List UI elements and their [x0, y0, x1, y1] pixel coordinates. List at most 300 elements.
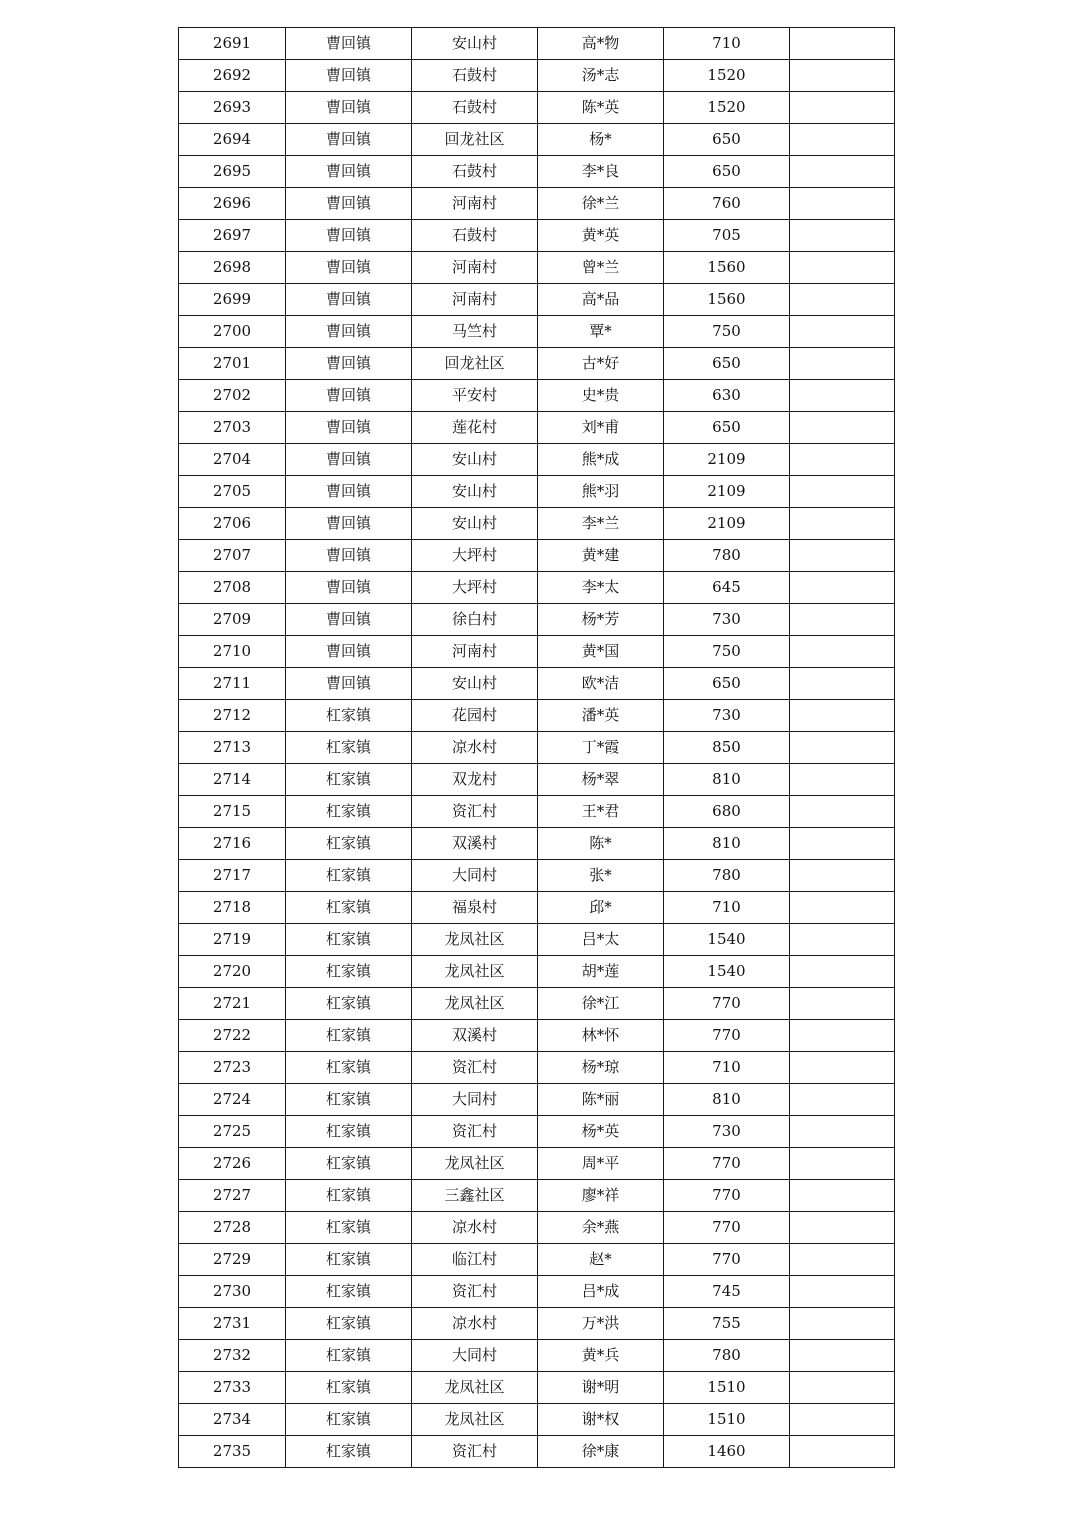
name-cell: 潘*英 — [538, 700, 664, 732]
name-cell: 李*良 — [538, 156, 664, 188]
town-cell: 杠家镇 — [286, 828, 412, 860]
row-number-cell: 2728 — [179, 1212, 286, 1244]
town-cell: 杠家镇 — [286, 860, 412, 892]
note-cell — [790, 92, 895, 124]
name-cell: 曾*兰 — [538, 252, 664, 284]
village-cell: 大同村 — [412, 1340, 538, 1372]
village-cell: 河南村 — [412, 188, 538, 220]
row-number-cell: 2712 — [179, 700, 286, 732]
row-number-cell: 2723 — [179, 1052, 286, 1084]
name-cell: 杨*英 — [538, 1116, 664, 1148]
amount-cell: 780 — [664, 860, 790, 892]
town-cell: 杠家镇 — [286, 732, 412, 764]
table-row — [179, 60, 895, 92]
table-row — [179, 796, 895, 828]
note-cell — [790, 1244, 895, 1276]
row-number-cell: 2720 — [179, 956, 286, 988]
amount-cell: 755 — [664, 1308, 790, 1340]
village-cell: 河南村 — [412, 252, 538, 284]
name-cell: 陈* — [538, 828, 664, 860]
village-cell: 安山村 — [412, 476, 538, 508]
row-number-cell: 2705 — [179, 476, 286, 508]
note-cell — [790, 604, 895, 636]
village-cell: 马竺村 — [412, 316, 538, 348]
table-row — [179, 636, 895, 668]
note-cell — [790, 700, 895, 732]
amount-cell: 710 — [664, 28, 790, 60]
name-cell: 黄*国 — [538, 636, 664, 668]
name-cell: 谢*权 — [538, 1404, 664, 1436]
note-cell — [790, 348, 895, 380]
row-number-cell: 2719 — [179, 924, 286, 956]
village-cell: 安山村 — [412, 444, 538, 476]
note-cell — [790, 764, 895, 796]
row-number-cell: 2721 — [179, 988, 286, 1020]
row-number-cell: 2727 — [179, 1180, 286, 1212]
name-cell: 史*贵 — [538, 380, 664, 412]
amount-cell: 750 — [664, 636, 790, 668]
table-row — [179, 444, 895, 476]
name-cell: 高*物 — [538, 28, 664, 60]
name-cell: 林*怀 — [538, 1020, 664, 1052]
row-number-cell: 2724 — [179, 1084, 286, 1116]
table-row — [179, 1052, 895, 1084]
row-number-cell: 2703 — [179, 412, 286, 444]
amount-cell: 1540 — [664, 956, 790, 988]
note-cell — [790, 1404, 895, 1436]
table-row — [179, 412, 895, 444]
village-cell: 石鼓村 — [412, 220, 538, 252]
town-cell: 曹回镇 — [286, 508, 412, 540]
amount-cell: 780 — [664, 1340, 790, 1372]
name-cell: 杨*翠 — [538, 764, 664, 796]
table-row — [179, 124, 895, 156]
note-cell — [790, 860, 895, 892]
row-number-cell: 2698 — [179, 252, 286, 284]
note-cell — [790, 412, 895, 444]
town-cell: 杠家镇 — [286, 1308, 412, 1340]
name-cell: 汤*志 — [538, 60, 664, 92]
name-cell: 杨* — [538, 124, 664, 156]
amount-cell: 1510 — [664, 1372, 790, 1404]
row-number-cell: 2730 — [179, 1276, 286, 1308]
amount-cell: 1520 — [664, 92, 790, 124]
table-row — [179, 316, 895, 348]
table-row — [179, 988, 895, 1020]
table-row — [179, 380, 895, 412]
name-cell: 古*好 — [538, 348, 664, 380]
name-cell: 杨*琼 — [538, 1052, 664, 1084]
note-cell — [790, 188, 895, 220]
amount-cell: 730 — [664, 604, 790, 636]
village-cell: 河南村 — [412, 636, 538, 668]
note-cell — [790, 156, 895, 188]
row-number-cell: 2693 — [179, 92, 286, 124]
table-row — [179, 956, 895, 988]
name-cell: 吕*太 — [538, 924, 664, 956]
note-cell — [790, 636, 895, 668]
row-number-cell: 2706 — [179, 508, 286, 540]
amount-cell: 750 — [664, 316, 790, 348]
data-table — [178, 27, 895, 1468]
table-row — [179, 252, 895, 284]
row-number-cell: 2707 — [179, 540, 286, 572]
amount-cell: 770 — [664, 1244, 790, 1276]
note-cell — [790, 380, 895, 412]
table-row — [179, 1276, 895, 1308]
table-row — [179, 1084, 895, 1116]
note-cell — [790, 1276, 895, 1308]
name-cell: 黄*建 — [538, 540, 664, 572]
amount-cell: 810 — [664, 1084, 790, 1116]
town-cell: 曹回镇 — [286, 604, 412, 636]
village-cell: 大坪村 — [412, 540, 538, 572]
note-cell — [790, 444, 895, 476]
village-cell: 大坪村 — [412, 572, 538, 604]
amount-cell: 810 — [664, 828, 790, 860]
table-row — [179, 540, 895, 572]
town-cell: 曹回镇 — [286, 28, 412, 60]
amount-cell: 710 — [664, 1052, 790, 1084]
town-cell: 杠家镇 — [286, 1084, 412, 1116]
village-cell: 龙凤社区 — [412, 1404, 538, 1436]
village-cell: 安山村 — [412, 668, 538, 700]
row-number-cell: 2729 — [179, 1244, 286, 1276]
note-cell — [790, 284, 895, 316]
town-cell: 杠家镇 — [286, 1180, 412, 1212]
row-number-cell: 2697 — [179, 220, 286, 252]
table-row — [179, 860, 895, 892]
amount-cell: 770 — [664, 988, 790, 1020]
name-cell: 熊*成 — [538, 444, 664, 476]
town-cell: 杠家镇 — [286, 1212, 412, 1244]
row-number-cell: 2695 — [179, 156, 286, 188]
name-cell: 欧*洁 — [538, 668, 664, 700]
amount-cell: 710 — [664, 892, 790, 924]
amount-cell: 730 — [664, 1116, 790, 1148]
town-cell: 杠家镇 — [286, 1148, 412, 1180]
table-row — [179, 28, 895, 60]
name-cell: 徐*兰 — [538, 188, 664, 220]
amount-cell: 760 — [664, 188, 790, 220]
name-cell: 杨*芳 — [538, 604, 664, 636]
table-row — [179, 892, 895, 924]
town-cell: 曹回镇 — [286, 412, 412, 444]
table-row — [179, 1212, 895, 1244]
amount-cell: 1560 — [664, 284, 790, 316]
table-row — [179, 1436, 895, 1468]
town-cell: 杠家镇 — [286, 956, 412, 988]
note-cell — [790, 732, 895, 764]
name-cell: 邱* — [538, 892, 664, 924]
row-number-cell: 2710 — [179, 636, 286, 668]
note-cell — [790, 124, 895, 156]
table-row — [179, 1116, 895, 1148]
name-cell: 赵* — [538, 1244, 664, 1276]
town-cell: 杠家镇 — [286, 700, 412, 732]
note-cell — [790, 28, 895, 60]
town-cell: 杠家镇 — [286, 1340, 412, 1372]
table-row — [179, 572, 895, 604]
table-row — [179, 1308, 895, 1340]
table-row — [179, 924, 895, 956]
row-number-cell: 2704 — [179, 444, 286, 476]
town-cell: 曹回镇 — [286, 220, 412, 252]
name-cell: 廖*祥 — [538, 1180, 664, 1212]
village-cell: 大同村 — [412, 860, 538, 892]
note-cell — [790, 252, 895, 284]
note-cell — [790, 476, 895, 508]
amount-cell: 770 — [664, 1148, 790, 1180]
row-number-cell: 2696 — [179, 188, 286, 220]
village-cell: 双龙村 — [412, 764, 538, 796]
name-cell: 胡*莲 — [538, 956, 664, 988]
row-number-cell: 2713 — [179, 732, 286, 764]
village-cell: 临江村 — [412, 1244, 538, 1276]
row-number-cell: 2733 — [179, 1372, 286, 1404]
town-cell: 杠家镇 — [286, 924, 412, 956]
town-cell: 杠家镇 — [286, 892, 412, 924]
village-cell: 凉水村 — [412, 1308, 538, 1340]
note-cell — [790, 1116, 895, 1148]
amount-cell: 770 — [664, 1212, 790, 1244]
amount-cell: 650 — [664, 668, 790, 700]
town-cell: 曹回镇 — [286, 668, 412, 700]
town-cell: 曹回镇 — [286, 316, 412, 348]
table-row — [179, 476, 895, 508]
row-number-cell: 2715 — [179, 796, 286, 828]
row-number-cell: 2714 — [179, 764, 286, 796]
village-cell: 资汇村 — [412, 796, 538, 828]
name-cell: 张* — [538, 860, 664, 892]
table-row — [179, 508, 895, 540]
town-cell: 杠家镇 — [286, 1116, 412, 1148]
amount-cell: 645 — [664, 572, 790, 604]
village-cell: 安山村 — [412, 508, 538, 540]
name-cell: 陈*丽 — [538, 1084, 664, 1116]
amount-cell: 770 — [664, 1180, 790, 1212]
note-cell — [790, 1212, 895, 1244]
amount-cell: 2109 — [664, 444, 790, 476]
name-cell: 刘*甫 — [538, 412, 664, 444]
amount-cell: 780 — [664, 540, 790, 572]
name-cell: 高*品 — [538, 284, 664, 316]
amount-cell: 680 — [664, 796, 790, 828]
note-cell — [790, 956, 895, 988]
town-cell: 杠家镇 — [286, 1020, 412, 1052]
town-cell: 曹回镇 — [286, 572, 412, 604]
village-cell: 平安村 — [412, 380, 538, 412]
table-row — [179, 1148, 895, 1180]
town-cell: 杠家镇 — [286, 988, 412, 1020]
table-row — [179, 220, 895, 252]
row-number-cell: 2735 — [179, 1436, 286, 1468]
note-cell — [790, 924, 895, 956]
note-cell — [790, 1340, 895, 1372]
town-cell: 杠家镇 — [286, 1404, 412, 1436]
town-cell: 杠家镇 — [286, 764, 412, 796]
village-cell: 龙凤社区 — [412, 924, 538, 956]
amount-cell: 1560 — [664, 252, 790, 284]
name-cell: 陈*英 — [538, 92, 664, 124]
row-number-cell: 2691 — [179, 28, 286, 60]
name-cell: 李*兰 — [538, 508, 664, 540]
amount-cell: 745 — [664, 1276, 790, 1308]
row-number-cell: 2722 — [179, 1020, 286, 1052]
name-cell: 周*平 — [538, 1148, 664, 1180]
row-number-cell: 2711 — [179, 668, 286, 700]
note-cell — [790, 60, 895, 92]
note-cell — [790, 316, 895, 348]
row-number-cell: 2699 — [179, 284, 286, 316]
note-cell — [790, 892, 895, 924]
town-cell: 曹回镇 — [286, 348, 412, 380]
table-row — [179, 668, 895, 700]
amount-cell: 705 — [664, 220, 790, 252]
table-row — [179, 188, 895, 220]
village-cell: 莲花村 — [412, 412, 538, 444]
town-cell: 杠家镇 — [286, 1052, 412, 1084]
note-cell — [790, 1372, 895, 1404]
village-cell: 龙凤社区 — [412, 1372, 538, 1404]
name-cell: 覃* — [538, 316, 664, 348]
amount-cell: 630 — [664, 380, 790, 412]
row-number-cell: 2700 — [179, 316, 286, 348]
village-cell: 河南村 — [412, 284, 538, 316]
village-cell: 三鑫社区 — [412, 1180, 538, 1212]
village-cell: 花园村 — [412, 700, 538, 732]
town-cell: 曹回镇 — [286, 60, 412, 92]
village-cell: 回龙社区 — [412, 124, 538, 156]
amount-cell: 2109 — [664, 508, 790, 540]
row-number-cell: 2718 — [179, 892, 286, 924]
row-number-cell: 2732 — [179, 1340, 286, 1372]
amount-cell: 1540 — [664, 924, 790, 956]
table-row — [179, 604, 895, 636]
name-cell: 徐*康 — [538, 1436, 664, 1468]
village-cell: 凉水村 — [412, 732, 538, 764]
village-cell: 石鼓村 — [412, 92, 538, 124]
name-cell: 万*洪 — [538, 1308, 664, 1340]
name-cell: 丁*霞 — [538, 732, 664, 764]
town-cell: 曹回镇 — [286, 252, 412, 284]
table-row — [179, 700, 895, 732]
town-cell: 曹回镇 — [286, 92, 412, 124]
table-row — [179, 732, 895, 764]
row-number-cell: 2731 — [179, 1308, 286, 1340]
amount-cell: 650 — [664, 348, 790, 380]
note-cell — [790, 1084, 895, 1116]
name-cell: 徐*江 — [538, 988, 664, 1020]
row-number-cell: 2692 — [179, 60, 286, 92]
town-cell: 曹回镇 — [286, 540, 412, 572]
table-row — [179, 1404, 895, 1436]
village-cell: 资汇村 — [412, 1436, 538, 1468]
amount-cell: 1510 — [664, 1404, 790, 1436]
name-cell: 李*太 — [538, 572, 664, 604]
village-cell: 双溪村 — [412, 1020, 538, 1052]
table-row — [179, 1340, 895, 1372]
village-cell: 双溪村 — [412, 828, 538, 860]
amount-cell: 810 — [664, 764, 790, 796]
row-number-cell: 2717 — [179, 860, 286, 892]
village-cell: 资汇村 — [412, 1116, 538, 1148]
note-cell — [790, 220, 895, 252]
note-cell — [790, 1052, 895, 1084]
table-row — [179, 284, 895, 316]
note-cell — [790, 1180, 895, 1212]
village-cell: 大同村 — [412, 1084, 538, 1116]
town-cell: 曹回镇 — [286, 156, 412, 188]
table-row — [179, 764, 895, 796]
name-cell: 熊*羽 — [538, 476, 664, 508]
note-cell — [790, 508, 895, 540]
amount-cell: 2109 — [664, 476, 790, 508]
name-cell: 黄*英 — [538, 220, 664, 252]
amount-cell: 770 — [664, 1020, 790, 1052]
table-row — [179, 348, 895, 380]
table-row — [179, 92, 895, 124]
name-cell: 吕*成 — [538, 1276, 664, 1308]
note-cell — [790, 668, 895, 700]
row-number-cell: 2726 — [179, 1148, 286, 1180]
amount-cell: 650 — [664, 412, 790, 444]
row-number-cell: 2701 — [179, 348, 286, 380]
name-cell: 谢*明 — [538, 1372, 664, 1404]
row-number-cell: 2694 — [179, 124, 286, 156]
note-cell — [790, 988, 895, 1020]
town-cell: 杠家镇 — [286, 1276, 412, 1308]
village-cell: 龙凤社区 — [412, 956, 538, 988]
town-cell: 杠家镇 — [286, 796, 412, 828]
village-cell: 资汇村 — [412, 1052, 538, 1084]
town-cell: 杠家镇 — [286, 1436, 412, 1468]
row-number-cell: 2709 — [179, 604, 286, 636]
town-cell: 杠家镇 — [286, 1372, 412, 1404]
town-cell: 曹回镇 — [286, 636, 412, 668]
amount-cell: 1460 — [664, 1436, 790, 1468]
note-cell — [790, 540, 895, 572]
town-cell: 曹回镇 — [286, 444, 412, 476]
town-cell: 杠家镇 — [286, 1244, 412, 1276]
amount-cell: 650 — [664, 124, 790, 156]
amount-cell: 730 — [664, 700, 790, 732]
note-cell — [790, 828, 895, 860]
town-cell: 曹回镇 — [286, 380, 412, 412]
note-cell — [790, 1436, 895, 1468]
village-cell: 资汇村 — [412, 1276, 538, 1308]
table-row — [179, 1244, 895, 1276]
note-cell — [790, 572, 895, 604]
name-cell: 王*君 — [538, 796, 664, 828]
table-body — [179, 28, 895, 1468]
village-cell: 龙凤社区 — [412, 988, 538, 1020]
town-cell: 曹回镇 — [286, 476, 412, 508]
row-number-cell: 2725 — [179, 1116, 286, 1148]
amount-cell: 650 — [664, 156, 790, 188]
table-row — [179, 1020, 895, 1052]
note-cell — [790, 1020, 895, 1052]
table-row — [179, 1372, 895, 1404]
town-cell: 曹回镇 — [286, 284, 412, 316]
table-row — [179, 156, 895, 188]
village-cell: 徐白村 — [412, 604, 538, 636]
note-cell — [790, 1148, 895, 1180]
name-cell: 余*燕 — [538, 1212, 664, 1244]
village-cell: 凉水村 — [412, 1212, 538, 1244]
table-row — [179, 1180, 895, 1212]
row-number-cell: 2734 — [179, 1404, 286, 1436]
